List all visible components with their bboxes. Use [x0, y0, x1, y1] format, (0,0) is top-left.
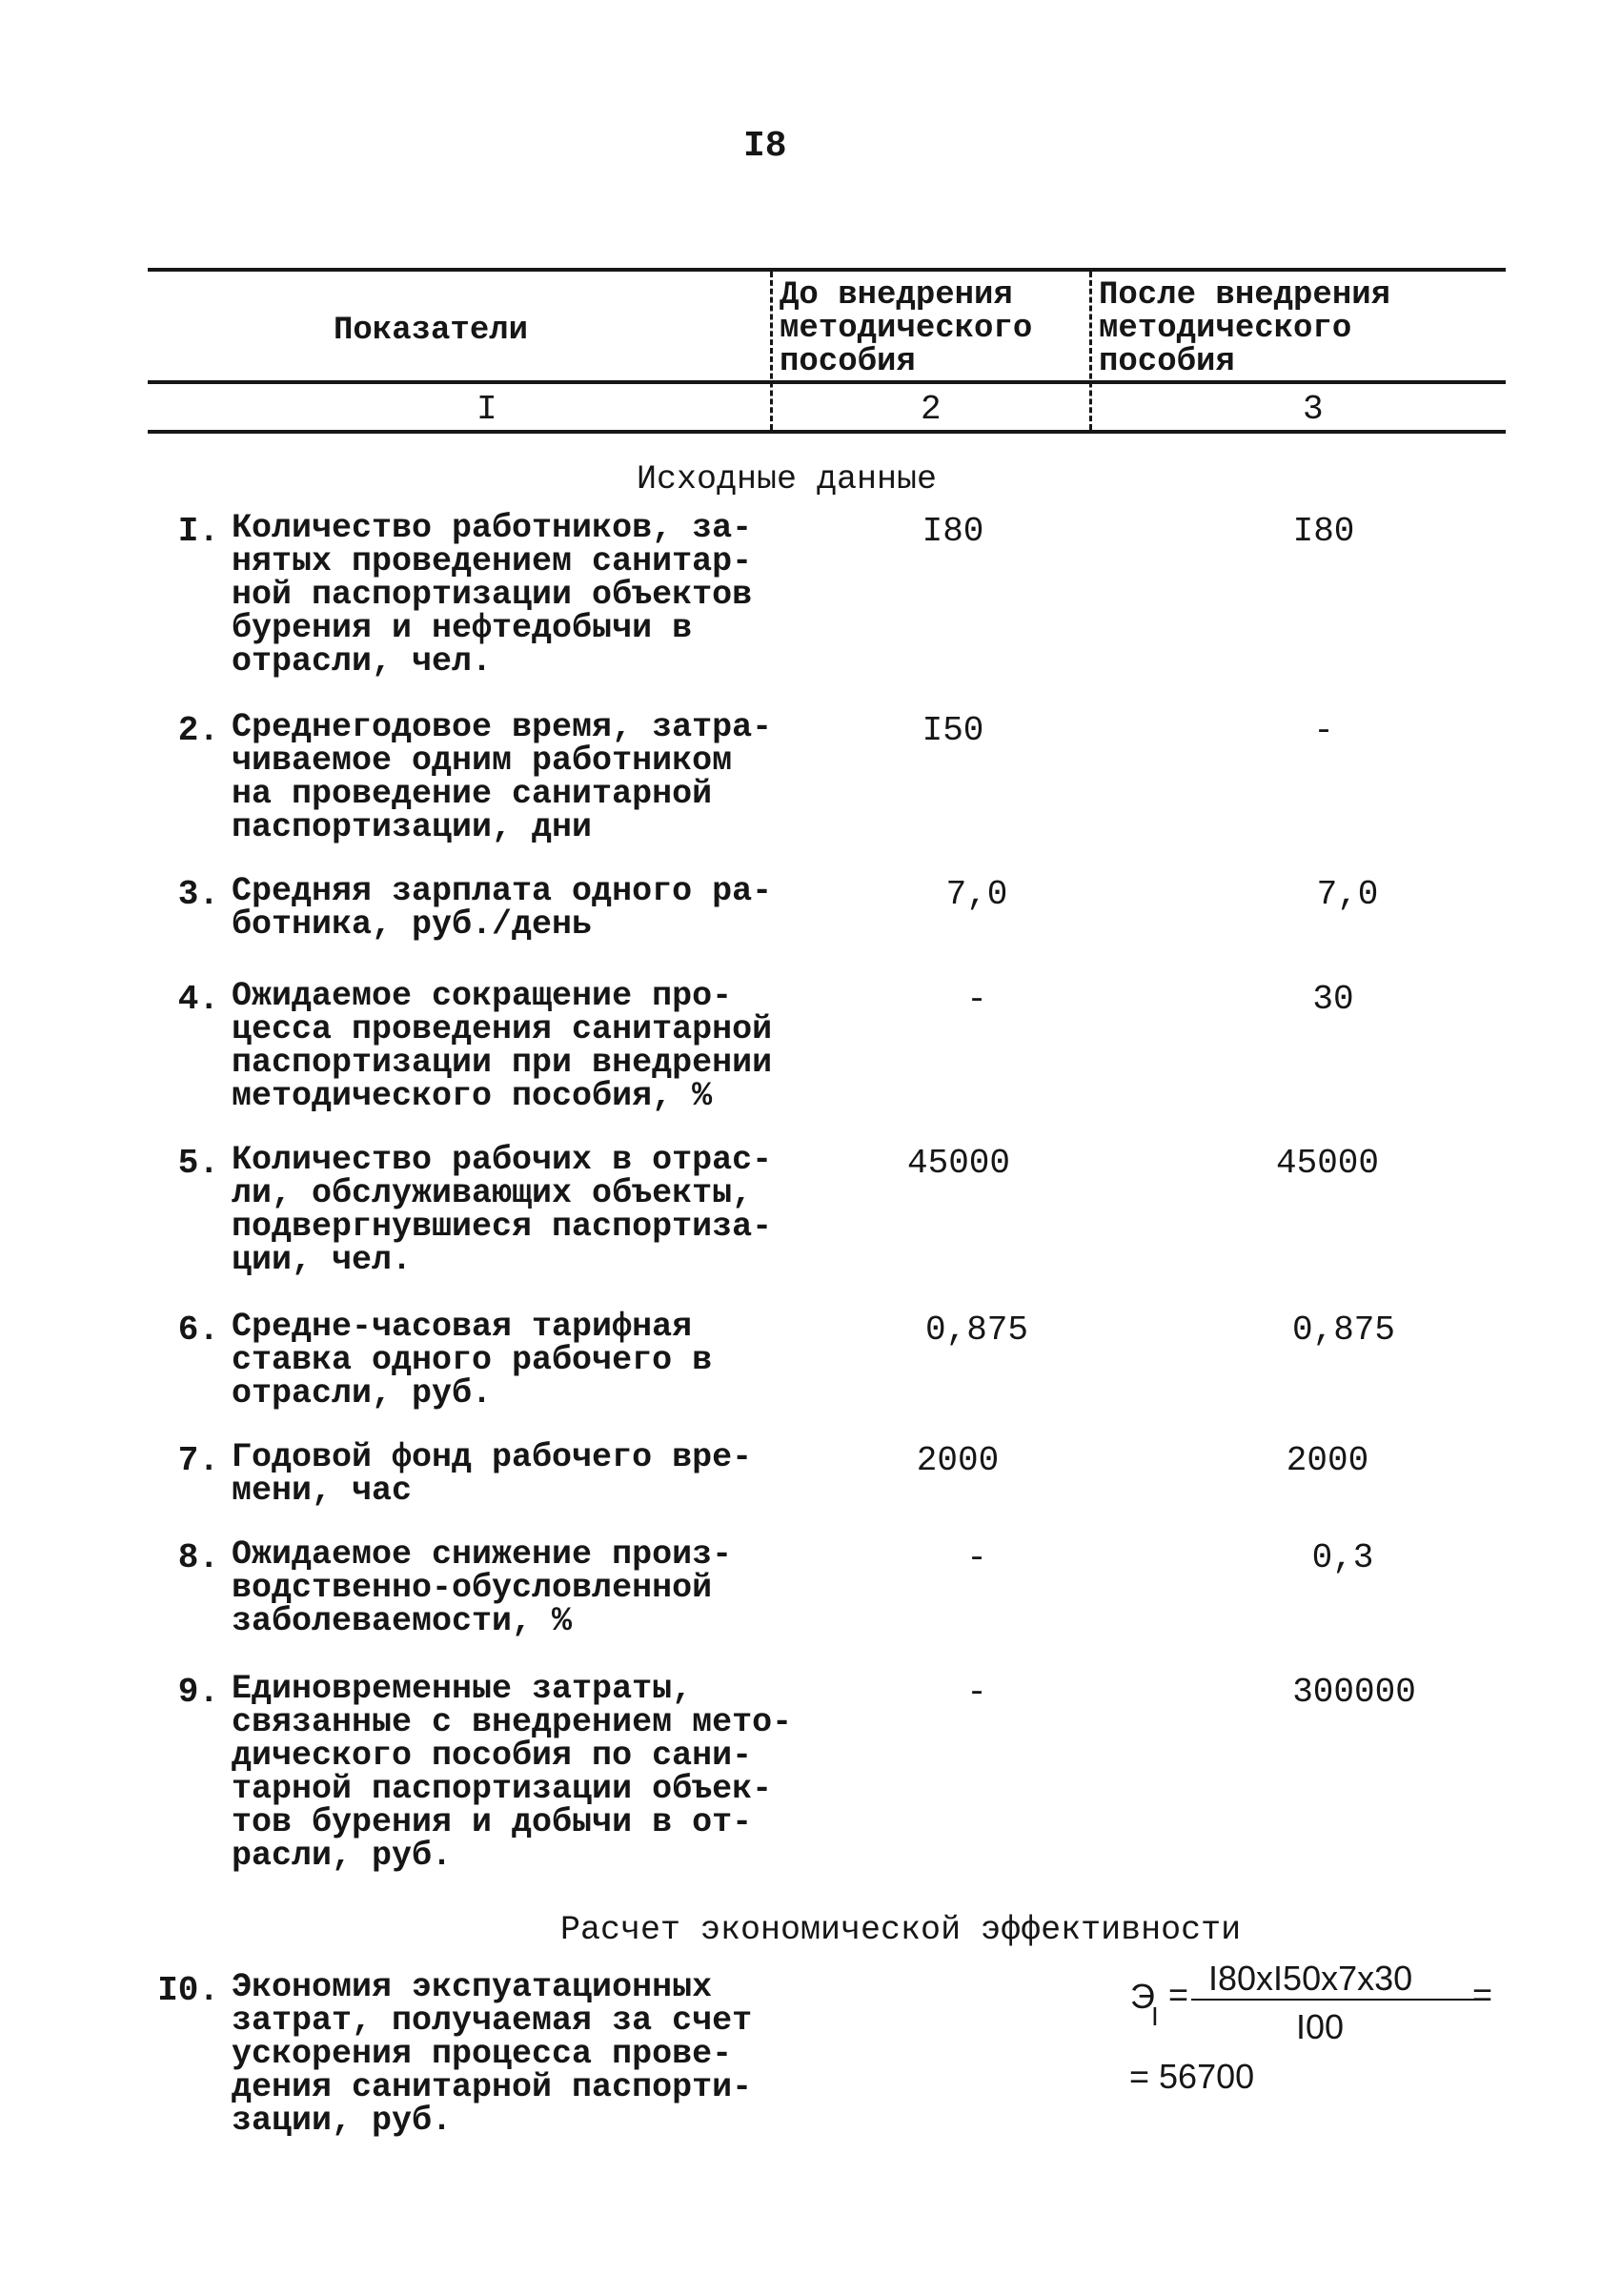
row-text: Среднегодовое время, затра- чиваемое одним работником на проведение санитарной паспортизации, дни — [232, 708, 773, 846]
row-text: Средняя зарплата одного ра- ботника, руб./день — [232, 872, 773, 944]
formula-trailing-equals: = — [1472, 1975, 1493, 2014]
row-value-after: 0,875 — [1291, 1311, 1396, 1350]
row-value-after: 2000 — [1286, 1441, 1369, 1480]
table-top-rule — [148, 268, 1506, 272]
column-number-2: 2 — [921, 390, 942, 429]
row-value-after: - — [1313, 711, 1334, 750]
row-value-before: 45000 — [906, 1144, 1011, 1183]
row-number: 5. — [177, 1144, 219, 1183]
row-text: Количество работников, за- нятых проведением санитар- ной паспортизации объектов бурения и нефтедобычи в отрасли, чел. — [232, 509, 753, 681]
page-number: I8 — [743, 126, 787, 167]
row-value-before: 0,875 — [924, 1311, 1029, 1350]
header-bottom-rule — [148, 380, 1506, 384]
header-before: До внедрения методического пособия — [780, 277, 1033, 380]
colnum-bottom-rule — [148, 430, 1506, 434]
formula-result: = 56700 — [1129, 2057, 1255, 2096]
formula-denominator: I00 — [1296, 2007, 1345, 2046]
calc-row-number: I0. — [157, 1971, 219, 2010]
row-number: 3. — [177, 875, 219, 914]
column-number-3: 3 — [1303, 390, 1324, 429]
formula-equals: = — [1168, 1975, 1189, 2014]
formula-lhs: Э — [1130, 1977, 1155, 2016]
row-number: 7. — [177, 1441, 219, 1480]
row-text: Ожидаемое сокращение про- цесса проведения санитарной паспортизации при внедрении методического пособия, % — [232, 977, 773, 1115]
row-value-after: 7,0 — [1316, 875, 1379, 914]
row-number: 6. — [177, 1311, 219, 1350]
column-number-1: I — [476, 390, 497, 429]
row-text: Количество рабочих в отрас- ли, обслуживающих объекты, подвергнувшиеся паспортиза- ции, чел. — [232, 1141, 773, 1279]
row-text: Единовременные затраты, связанные с внедрением мето- дического пособия по сани- тарной паспортизации объек- тов бурения и добычи в от- расли, руб. — [232, 1670, 793, 1875]
row-value-before: - — [966, 1538, 987, 1577]
row-text: Ожидаемое снижение произ- водственно-обусловленной заболеваемости, % — [232, 1535, 733, 1640]
row-number: 8. — [177, 1538, 219, 1577]
row-number: 4. — [177, 980, 219, 1019]
header-indicators: Показатели — [334, 313, 529, 349]
row-value-after: 45000 — [1275, 1144, 1380, 1183]
row-number: 9. — [177, 1673, 219, 1712]
row-number: 2. — [177, 711, 219, 750]
row-value-before: I50 — [922, 711, 984, 750]
column-separator-1 — [770, 272, 773, 430]
formula-numerator: I80xI50x7x30 — [1208, 1959, 1413, 1998]
calc-row-text: Экономия экспуатационных затрат, получаемая за счет ускорения процесса прове- дения санитарной паспорти- зации, руб. — [232, 1968, 753, 2140]
fraction-line — [1191, 1999, 1477, 2001]
row-text: Средне-часовая тарифная ставка одного рабочего в отрасли, руб. — [232, 1308, 713, 1412]
row-text: Годовой фонд рабочего вре- мени, час — [232, 1438, 753, 1510]
row-value-after: 0,3 — [1311, 1538, 1374, 1577]
row-value-before: - — [966, 980, 987, 1019]
section-initial-data: Исходные данные — [637, 460, 938, 498]
row-value-before: I80 — [922, 512, 984, 551]
formula-subscript: I — [1151, 2001, 1159, 2031]
row-value-after: I80 — [1292, 512, 1355, 551]
row-number: I. — [177, 512, 219, 551]
row-value-before: 2000 — [916, 1441, 1000, 1480]
section-calculation: Расчет экономической эффективности — [560, 1911, 1242, 1949]
row-value-after: 300000 — [1292, 1673, 1416, 1712]
row-value-before: 7,0 — [945, 875, 1008, 914]
row-value-before: - — [966, 1673, 987, 1712]
row-value-after: 30 — [1312, 980, 1354, 1019]
column-separator-2 — [1089, 272, 1092, 430]
header-after: После внедрения методического пособия — [1099, 277, 1391, 380]
